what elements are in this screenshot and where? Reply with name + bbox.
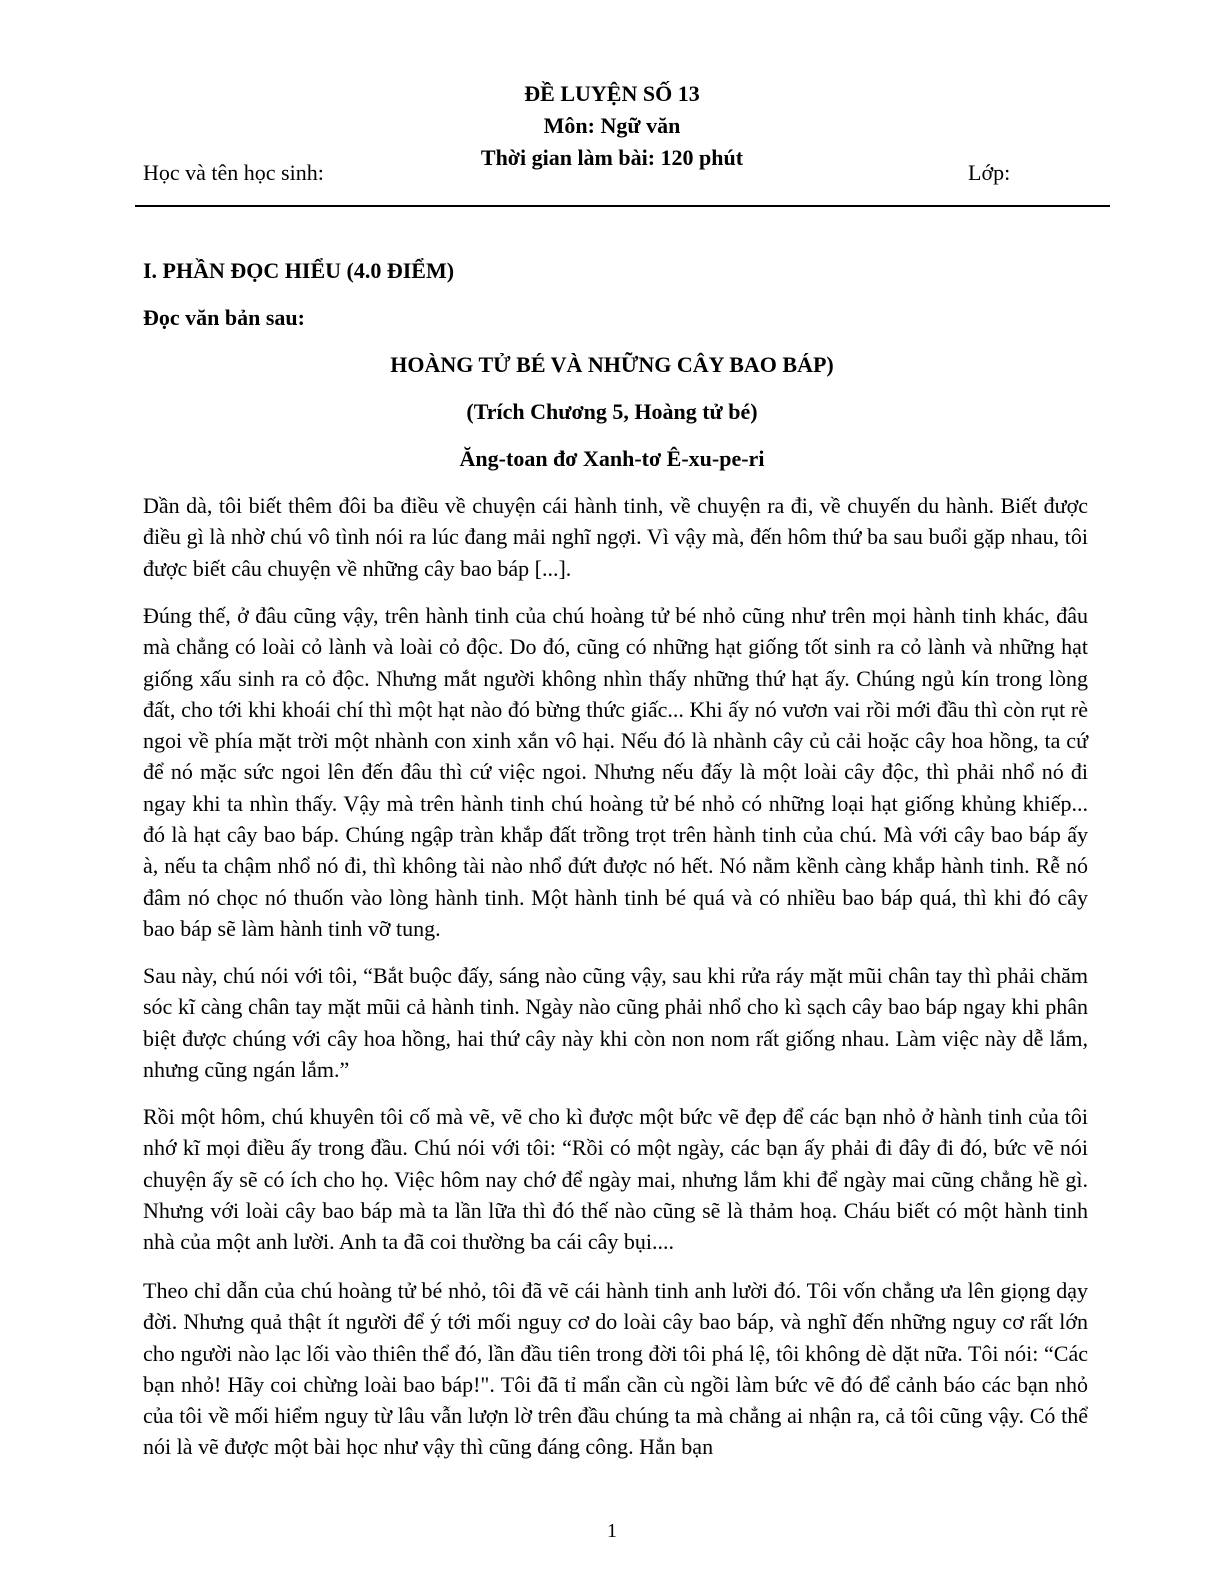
page-number: 1: [607, 1520, 617, 1542]
passage-source: (Trích Chương 5, Hoàng tử bé): [466, 399, 758, 424]
paragraph-1: Dần dà, tôi biết thêm đôi ba điều về chuyện cái hành tinh, về chuyện ra đi, về chuyến du hành. Biết được điều gì là nhờ chú vô tình nói ra lúc đang mải nghĩ ngợi. Vì vậy mà, đến hôm thứ ba sau buổi gặp nhau, tôi được biết câu chuyện về những cây bao báp [...].: [143, 493, 1088, 581]
reading-instruction: Đọc văn bản sau:: [143, 305, 305, 330]
exam-title: ĐỀ LUYỆN SỐ 13: [524, 81, 700, 106]
student-name-label: Học và tên học sinh:: [143, 160, 324, 185]
header-divider: [135, 205, 1110, 207]
subject-line: Môn: Ngữ văn: [543, 113, 681, 138]
passage-title: HOÀNG TỬ BÉ VÀ NHỮNG CÂY BAO BÁP): [390, 352, 834, 377]
class-label: Lớp:: [968, 160, 1011, 185]
paragraph-2: Đúng thế, ở đâu cũng vậy, trên hành tinh của chú hoàng tử bé nhỏ cũng như trên mọi hành tinh khác, đâu mà chẳng có loài cỏ lành và loài cỏ độc. Do đó, cũng có những hạt giống tốt sinh ra cỏ lành và những hạt giống xấu sinh ra cỏ độc. Nhưng mắt người không nhìn thấy những thứ hạt ấy. Chúng ngủ kín trong lòng đất, cho tới khi khoái chí thì một hạt nào đó bừng thức giấc... Khi ấy nó vươn vai rồi mới đầu thì còn rụt rè ngoi về phía mặt trời một nhành con xinh xắn vô hại. Nếu đó là nhành cây củ cải hoặc cây hoa hồng, ta cứ để nó mặc sức ngoi lên đến đâu thì cứ việc ngoi. Nhưng nếu đấy là một loài cây độc, thì phải nhổ nó đi ngay khi ta nhìn thấy. Vậy mà trên hành tinh chú hoàng tử bé nhỏ có những loại hạt giống khủng khiếp... đó là hạt cây bao báp. Chúng ngập tràn khắp đất trồng trọt trên hành tinh của chú. Mà với cây bao báp ấy à, nếu ta chậm nhổ nó đi, thì không tài nào nhổ đứt được nó hết. Nó nằm kềnh càng khắp hành tinh. Rễ nó đâm nó chọc nó thuốn vào lòng hành tinh. Một hành tinh bé quá và có nhiều bao báp quá, thì khi đó cây bao báp sẽ làm hành tinh vỡ tung.: [143, 603, 1088, 941]
paragraph-4: Rồi một hôm, chú khuyên tôi cố mà vẽ, vẽ cho kì được một bức vẽ đẹp để các bạn nhỏ ở hành tinh của tôi nhớ kĩ mọi điều ấy trong đầu. Chú nói với tôi: “Rồi có một ngày, các bạn ấy phải đi đây đi đó, bức vẽ nói chuyện ấy sẽ có ích cho họ. Việc hôm nay chớ để ngày mai, nhưng lắm khi để ngày mai cũng chẳng hề gì. Nhưng với loài cây bao báp mà ta lần lữa thì đó thế nào cũng sẽ là thảm hoạ. Cháu biết có một hành tinh nhà của một anh lười. Anh ta đã coi thường ba cái cây bụi....: [143, 1104, 1088, 1255]
section-heading: I. PHẦN ĐỌC HIỂU (4.0 ĐIỂM): [143, 258, 455, 283]
paragraph-5: Theo chỉ dẫn của chú hoàng tử bé nhỏ, tôi đã vẽ cái hành tinh anh lười đó. Tôi vốn chẳng ưa lên giọng dạy đời. Nhưng quả thật ít người để ý tới mối nguy cơ do loài cây bao báp, và nghĩ đến những nguy cơ rất lớn cho người nào lạc lối vào thiên thể đó, lần đầu tiên trong đời tôi phá lệ, tôi không dè dặt nữa. Tôi nói: “Các bạn nhỏ! Hãy coi chừng loài bao báp!". Tôi đã tỉ mẩn cần cù ngồi làm bức vẽ đó để cảnh báo các bạn nhỏ của tôi về mối hiểm nguy từ lâu vẫn lượn lờ trên đầu chúng ta mà chẳng ai nhận ra, cả tôi cũng vậy. Có thể nói là vẽ được một bài học như vậy thì cũng đáng công. Hẳn bạn: [143, 1278, 1088, 1460]
paragraph-3: Sau này, chú nói với tôi, “Bắt buộc đấy, sáng nào cũng vậy, sau khi rửa ráy mặt mũi chân tay thì phải chăm sóc kĩ càng chân tay mặt mũi cả hành tinh. Ngày nào cũng phải nhổ cho kì sạch cây bao báp ngay khi phân biệt được chúng với cây hoa hồng, hai thứ cây này khi còn non nom rất giống nhau. Làm việc này dễ lắm, nhưng cũng ngán lắm.”: [143, 963, 1088, 1082]
duration-line: Thời gian làm bài: 120 phút: [480, 145, 744, 170]
passage-author: Ăng-toan đơ Xanh-tơ Ê-xu-pe-ri: [459, 446, 765, 471]
